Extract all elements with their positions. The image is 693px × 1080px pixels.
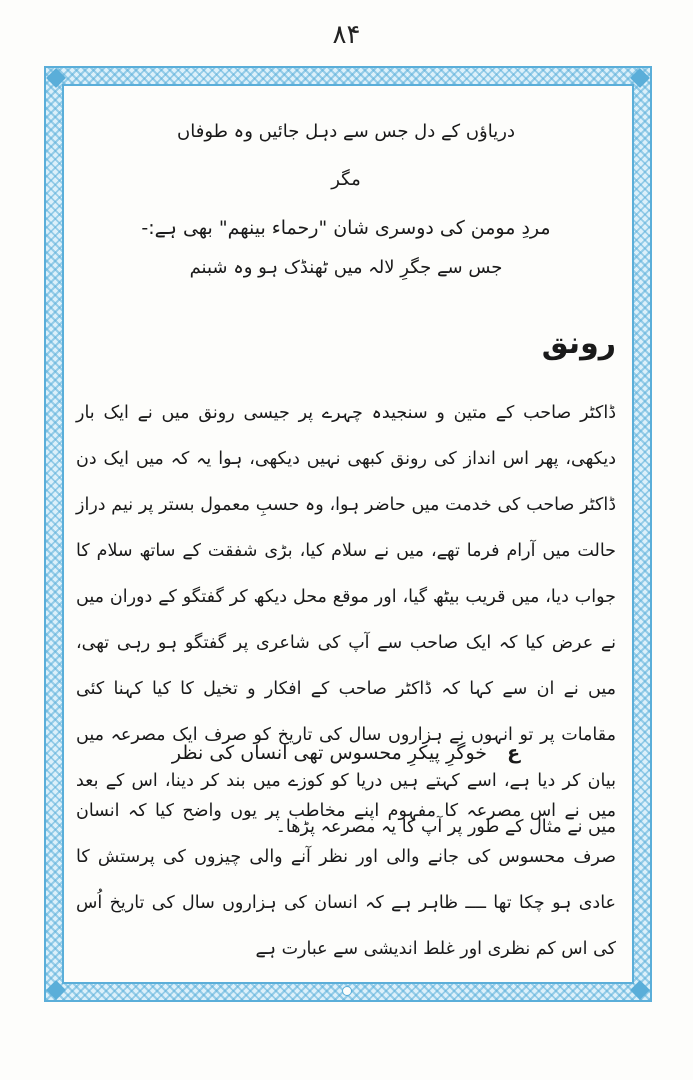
- verse-line-1: دریاؤں کے دل جس سے دہل جائیں وہ طوفاں: [177, 121, 515, 142]
- body-paragraph-1: ڈاکٹر صاحب کے متین و سنجیدہ چہرے پر جیسی رونق میں نے ایک بار دیکھی، پھر اس انداز کی رونق کبھی نہیں دیکھی، ہوا یہ کہ میں ایک دن ڈاکٹر صاحب کی خدمت میں حاضر ہوا، وہ حسبِ معمول بستر پر نیم دراز حالت میں آرام فرما تھے، میں نے سلام کیا، بڑی شفقت کے ساتھ سلام کا جواب دیا، میں قریب بیٹھ گیا، اور موقع محل دیکھ کر گفتگو کے دوران میں نے عرض کیا کہ ایک صاحب سے آپ کی شاعری پر گفتگو ہو رہی تھی، میں نے ان سے کہا کہ ڈاکٹر صاحب کے افکار و تخیل کا کیا کہنا کئی مقامات پر تو انہوں نے ہزاروں سال کی تاریخ کو صرف ایک مصرعہ میں بیان کر دیا ہے، اسے کہتے ہیں دریا کو کوزے میں بند کر دینا، اس کے بعد میں نے مثال کے طور پر آپ کا یہ مصرعہ پڑھا۔: [76, 403, 616, 837]
- border-ornament-dot: [342, 986, 352, 996]
- section-heading: رونق: [541, 326, 616, 361]
- verse-line-2: مگر: [331, 169, 361, 190]
- verse-line-3: مردِ مومن کی دوسری شان "رحماء بینهم" بھی ہے:-: [141, 217, 551, 239]
- couplet-mark: ع: [507, 742, 521, 764]
- page-number: ۸۴: [332, 20, 361, 50]
- quoted-couplet: [76, 742, 616, 764]
- verse-line-4: جس سے جگرِ لالہ میں ٹھنڈک ہو وہ شبنم: [189, 257, 503, 278]
- body-paragraph-2: میں نے اس مصرعہ کا مفہوم اپنے مخاطب پر یوں واضح کیا کہ انسان صرف محسوس کی جانے والی اور نظر آنے والی چیزوں کی پرستش کا عادی ہو چکا تھا ــــ ظاہر ہے کہ انسان کی ہزاروں سال کی تاریخ اُس کی اس کم نظری اور غلط اندیشی سے عبارت ہے: [76, 801, 616, 959]
- couplet-text: خوگرِ پیکرِ محسوس تھی انساں کی نظر: [171, 742, 488, 764]
